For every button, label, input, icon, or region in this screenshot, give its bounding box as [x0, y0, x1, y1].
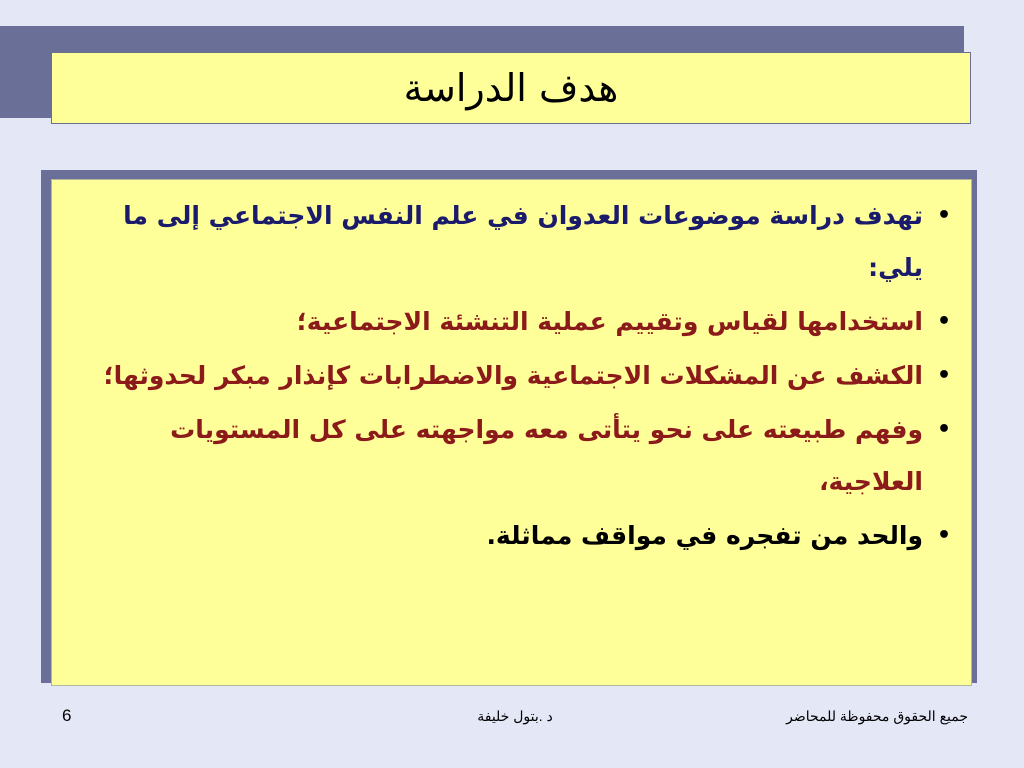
bullet-item — [72, 190, 951, 294]
bullet-text: تهدف دراسة موضوعات العدوان في علم النفس الاجتماعي إلى ما يلي: — [123, 201, 923, 282]
bullet-text: وفهم طبيعته على نحو يتأتى معه مواجهته على كل المستويات العلاجية، — [170, 415, 923, 496]
bullet-dot-icon: • — [936, 417, 951, 442]
footer-author: د .بتول خليفة — [477, 708, 553, 724]
bullet-dot-icon: • — [936, 203, 951, 228]
bullet-text: الكشف عن المشكلات الاجتماعية والاضطرابات كإنذار مبكر لحدوثها؛ — [103, 361, 923, 390]
bullet-dot-icon: • — [936, 363, 951, 388]
bullet-text: والحد من تفجره في مواقف مماثلة. — [486, 521, 923, 550]
slide-title: هدف الدراسة — [403, 66, 619, 110]
title-box — [51, 52, 971, 124]
bullet-text: استخدامها لقياس وتقييم عملية التنشئة الاجتماعية؛ — [296, 307, 923, 336]
bullet-list — [72, 190, 951, 562]
page-number: 6 — [62, 706, 72, 725]
bullet-item — [72, 404, 951, 508]
footer-rights: جميع الحقوق محفوظة للمحاضر — [786, 708, 968, 724]
content-box — [51, 179, 972, 686]
bullet-dot-icon: • — [936, 309, 951, 334]
bullet-item — [72, 350, 951, 402]
bullet-dot-icon: • — [936, 523, 951, 548]
bullet-item — [72, 296, 951, 348]
bullet-item — [72, 510, 951, 562]
